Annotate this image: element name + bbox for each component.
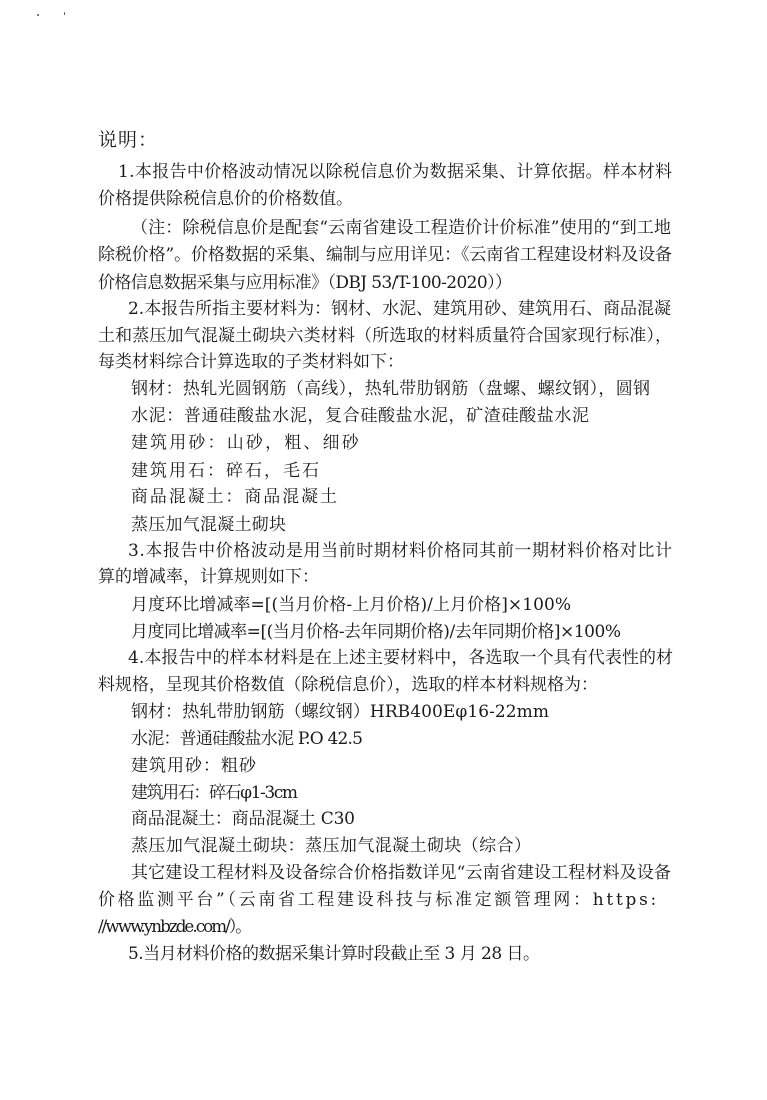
text-line: 月度环比增减率=[(当月价格-上月价格)/上月价格]×100% [131,595,572,615]
text-line: 水泥：普通硅酸盐水泥，复合硅酸盐水泥，矿渣硅酸盐水泥 [131,406,590,426]
scan-speck [37,14,39,16]
text-line: 除税价格”。价格数据的采集、编制与应用详见：《云南省工程建设材料及设备 [98,245,672,265]
text-line: 建筑用石：碎石φ1-3cm [131,783,297,803]
text-line: //www.ynbzde.com/）。 [98,917,250,937]
text-line: 蒸压加气混凝土砌块：蒸压加气混凝土砌块（综合） [131,836,532,856]
text-line: 3.本报告中价格波动是用当前时期材料价格同其前一期材料价格对比计 [128,541,673,561]
text-line: 每类材料综合计算选取的子类材料如下： [98,352,404,372]
text-line: 土和蒸压加气混凝土砌块六类材料（所选取的材料质量符合国家现行标准）， [98,326,673,346]
text-line: 商品混凝土：商品混凝土 [131,487,339,507]
text-line: 钢材：热轧带肋钢筋（螺纹钢）HRB400Eφ16-22mm [131,702,550,722]
text-line: 2.本报告所指主要材料为：钢材、水泥、建筑用砂、建筑用石、商品混凝 [128,299,671,319]
text-line: 5.当月材料价格的数据采集计算时段截止至 3 月 28 日。 [128,944,540,964]
text-line: 1.本报告中价格波动情况以除税信息价为数据采集、计算依据。样本材料 [118,162,673,182]
text-line: 4.本报告中的样本材料是在上述主要材料中，各选取一个具有代表性的材 [128,648,674,668]
text-line: 水泥：普通硅酸盐水泥 P.O 42.5 [131,729,363,749]
text-line: 价格提供除税信息价的价格数值。 [98,189,353,209]
text-line: 商品混凝土：商品混凝土 C30 [131,809,355,829]
section-heading: 说明： [98,129,159,151]
text-line: 价格监测平台”（云南省工程建设科技与标准定额管理网：https: [98,890,659,910]
text-line: 月度同比增减率=[(当月价格-去年同期价格)/去年同期价格]×100% [131,622,621,642]
scan-speck [64,12,65,15]
text-line: 其它建设工程材料及设备综合价格指数详见“云南省建设工程材料及设备 [131,863,672,883]
text-line: 建筑用石：碎石，毛石 [131,461,321,481]
text-line: 价格信息数据采集与应用标准》（DBJ 53/T-100-2020）） [98,273,512,293]
text-line: 建筑用砂：粗砂 [131,756,257,776]
text-line: 蒸压加气混凝土砌块 [131,515,287,535]
text-line: 钢材：热轧光圆钢筋（高线），热轧带肋钢筋（盘螺、螺纹钢），圆钢 [131,379,651,399]
text-line: （注：除税信息价是配套“云南省建设工程造价计价标准”使用的“到工地 [131,218,672,238]
text-line: 算的增减率，计算规则如下： [98,567,319,587]
text-line: 建筑用砂：山砂，粗、细砂 [131,433,361,453]
text-line: 料规格，呈现其价格数值（除税信息价），选取的样本材料规格为： [98,675,598,695]
